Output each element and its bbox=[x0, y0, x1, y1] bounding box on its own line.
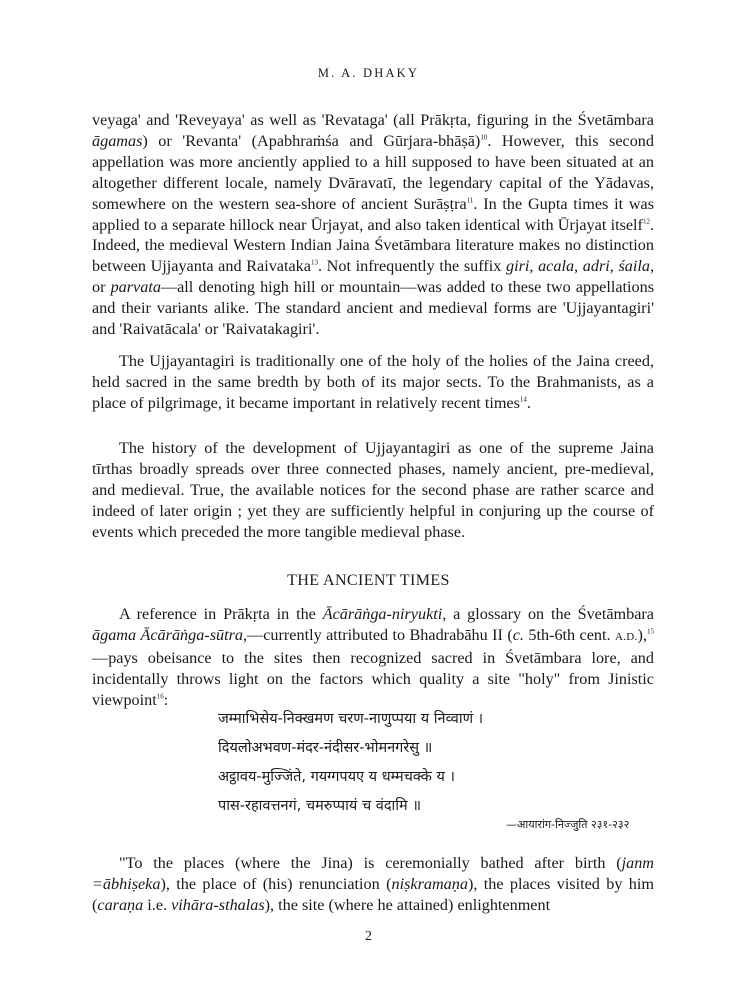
footnote-ref-10: 10 bbox=[480, 133, 488, 142]
page-number: 2 bbox=[365, 929, 372, 944]
footnote-ref-15: 15 bbox=[646, 627, 654, 636]
paragraph-2: The Ujjayantagiri is traditionally one of the holy of the holies of the Jaina creed, held sacred in the same bredth by both of its major sects. To the Brahmanists, as a place of pilgrimage, it became important in relatively recent times$^{14}$. bbox=[92, 352, 654, 412]
verse-line: अट्ठावय-मुज्जिंते, गयग्गपयए य धम्मचक्के य । bbox=[218, 769, 455, 785]
section-heading: THE ANCIENT TIMES bbox=[287, 572, 450, 589]
footnote-ref-13: 13 bbox=[310, 258, 318, 267]
footnote-ref-14: 14 bbox=[519, 395, 527, 404]
footnote-ref-11: 11 bbox=[466, 196, 474, 205]
verse-citation: —आयारांग-निज्जुति २३१-२३२ bbox=[506, 818, 630, 831]
verse-line: दियलोअभवण-मंदर-नंदीसर-भोमनगरेसु ॥ bbox=[218, 740, 433, 756]
paragraph-1: veyaga' and 'Reveyaya' as well as 'Revataga' (all Prākṛta, figuring in the Śvetāmbara āgamas) or 'Revanta' (Apabhraṁśa and Gūrjara-bhāṣā)$^{10}$. However, this second appellation was more anciently applied to a hill supposed to have been situated at an altogether different locale, namely Dvāravatī, the legendary capital of the Yādavas, somewhere on the western sea-shore of ancient Surāṣṭra$^{11}$. In the Gupta times it was applied to a separate hillock near Ūrjayat, and also taken identical with Ūrjayat itself$^{12}$. Indeed, the medieval Western Indian Jaina Śvetāmbara literature makes no distinction between Ujjayanta and Raivataka$^{13}$. Not infrequently the suffix giri, acala, adri, śaila, or parvata—all denoting high hill or mountain—was added to these two appellations and their variants alike. The standard ancient and medieval forms are 'Ujjayantagiri' and 'Raivatācala' or 'Raivatakagiri'. bbox=[92, 111, 655, 339]
verse-line: जम्माभिसेय-निक्खमण चरण-नाणुप्पया य निव्वाणं । bbox=[218, 711, 484, 727]
footnote-ref-16: 16 bbox=[156, 692, 164, 701]
paragraph-5: "To the places (where the Jina) is ceremonially bathed after birth (janm =ābhiṣeka), the place of (his) renunciation (niṣkramaṇa), the places visited by him (caraṇa i.e. vihāra-sthalas), the site (where he attained) enlightenment bbox=[92, 854, 654, 914]
prakrit-verse bbox=[218, 705, 658, 821]
verse-line: पास-रहावत्तनगं, चमरुप्पायं च वंदामि ॥ bbox=[218, 798, 422, 814]
paragraph-3: The history of the development of Ujjayantagiri as one of the supreme Jaina tīrthas broadly spreads over three connected phases, namely ancient, pre-medieval, and medieval. True, the available notices for the second phase are rather scarce and indeed of later origin ; yet they are sufficiently helpful in conjuring up the course of events which preceded the more tangible medieval phase. bbox=[92, 439, 654, 541]
paragraph-4: A reference in Prākṛta in the Ācārāṅga-niryukti, a glossary on the Śvetāmbara āgama Ācārāṅga-sūtra,—currently attributed to Bhadrabāhu II (c. 5th-6th cent. A.D.),$^{15}$—pays obeisance to the sites then recognized sacred in Śvetāmbara lore, and incidentally throws light on the factors which quality a site "holy" from Jinistic viewpoint$^{16}$: bbox=[92, 605, 654, 709]
running-header: M. A. DHAKY bbox=[317, 66, 420, 80]
footnote-ref-12: 12 bbox=[642, 217, 650, 226]
